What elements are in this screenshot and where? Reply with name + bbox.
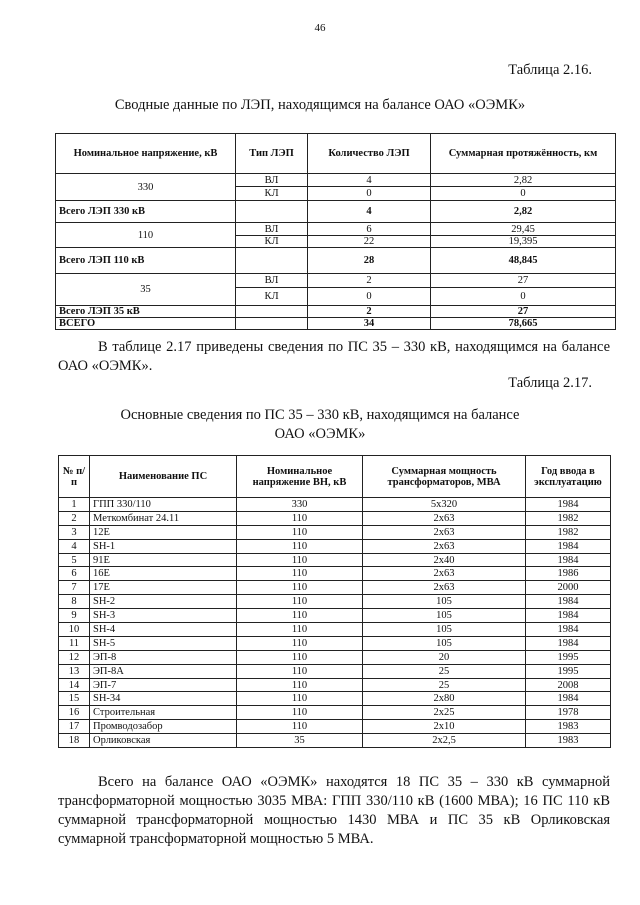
voltage-cell: 110 [237, 664, 363, 678]
substation-name-cell: SH-2 [90, 595, 237, 609]
header-total-length: Суммарная протяжённость, км [431, 134, 616, 174]
length-cell: 78,665 [431, 318, 616, 330]
page-number: 46 [314, 22, 326, 34]
voltage-cell: 110 [237, 581, 363, 595]
year-cell: 1986 [526, 567, 611, 581]
header-line-type: Тип ЛЭП [236, 134, 308, 174]
row-number-cell: 17 [59, 720, 90, 734]
count-cell: 0 [308, 288, 431, 306]
power-cell: 2х63 [363, 567, 526, 581]
header-substation-name: Наименование ПС [90, 456, 237, 498]
year-cell: 1984 [526, 609, 611, 623]
voltage-cell: 110 [237, 553, 363, 567]
year-cell: 1978 [526, 706, 611, 720]
voltage-cell: 110 [56, 223, 236, 248]
table-row [59, 636, 611, 650]
count-cell: 4 [308, 174, 431, 187]
voltage-cell: 35 [56, 274, 236, 306]
count-cell: 2 [308, 306, 431, 318]
row-number-cell: 3 [59, 525, 90, 539]
table-row [59, 581, 611, 595]
power-cell: 25 [363, 664, 526, 678]
year-cell: 1995 [526, 664, 611, 678]
year-cell: 1995 [526, 650, 611, 664]
substation-name-cell: SH-1 [90, 539, 237, 553]
voltage-cell: 330 [56, 174, 236, 201]
header-nominal-voltage: Номинальное напряжение ВН, кВ [237, 456, 363, 498]
table-2-17-title-line2: ОАО «ОЭМК» [274, 426, 366, 442]
year-cell: 1984 [526, 553, 611, 567]
power-cell: 105 [363, 636, 526, 650]
substation-name-cell: ГПП 330/110 [90, 498, 237, 512]
substations-table [58, 455, 611, 748]
grand-total-label: ВСЕГО [56, 318, 236, 330]
line-type-cell: КЛ [236, 236, 308, 248]
year-cell: 1984 [526, 498, 611, 512]
substation-name-cell: SH-5 [90, 636, 237, 650]
voltage-cell: 35 [237, 734, 363, 748]
row-number-cell: 16 [59, 706, 90, 720]
table-header-row [56, 134, 616, 174]
voltage-cell: 110 [237, 636, 363, 650]
voltage-cell: 110 [237, 623, 363, 637]
table-row [59, 553, 611, 567]
year-cell: 1984 [526, 692, 611, 706]
voltage-cell: 110 [237, 650, 363, 664]
power-cell: 105 [363, 595, 526, 609]
table-row [59, 511, 611, 525]
substation-name-cell: Строительная [90, 706, 237, 720]
row-number-cell: 10 [59, 623, 90, 637]
power-cell: 2х63 [363, 581, 526, 595]
year-cell: 1983 [526, 720, 611, 734]
substation-name-cell: Промводозабор [90, 720, 237, 734]
subtotal-label: Всего ЛЭП 330 кВ [56, 201, 236, 223]
table-2-17-label: Таблица 2.17. [508, 375, 592, 391]
lep-summary-table [55, 133, 616, 330]
substation-name-cell: ЭП-8А [90, 664, 237, 678]
voltage-cell: 110 [237, 539, 363, 553]
count-cell: 4 [308, 201, 431, 223]
voltage-cell: 110 [237, 678, 363, 692]
count-cell: 6 [308, 223, 431, 236]
table-row [59, 720, 611, 734]
table-row [59, 664, 611, 678]
power-cell: 2х10 [363, 720, 526, 734]
length-cell: 2,82 [431, 174, 616, 187]
table-row [59, 595, 611, 609]
count-cell: 28 [308, 248, 431, 274]
year-cell: 1982 [526, 525, 611, 539]
header-total-power: Суммарная мощность трансформаторов, МВА [363, 456, 526, 498]
paragraph-intro [58, 338, 610, 376]
substation-name-cell: Меткомбинат 24.11 [90, 511, 237, 525]
empty-cell [236, 201, 308, 223]
power-cell: 5х320 [363, 498, 526, 512]
table-2-16-label: Таблица 2.16. [508, 62, 592, 78]
empty-cell [236, 318, 308, 330]
year-cell: 1984 [526, 623, 611, 637]
table-2-16-title: Сводные данные по ЛЭП, находящимся на балансе ОАО «ОЭМК» [114, 97, 526, 113]
row-number-cell: 11 [59, 636, 90, 650]
paragraph-summary-text: Всего на балансе ОАО «ОЭМК» находятся 18 ПС 35 – 330 кВ суммарной трансформаторной мощностью 3035 МВА: ГПП 330/110 кВ (1600 МВА); 16 ПС 110 кВ суммарной трансформаторной мощностью 1430 МВА и ПС 35 кВ Орликовская суммарной трансформаторной мощностью 5 МВА. [58, 774, 610, 847]
power-cell: 2х63 [363, 539, 526, 553]
subtotal-row [56, 201, 616, 223]
voltage-cell: 110 [237, 720, 363, 734]
table-header-row [59, 456, 611, 498]
table-row [59, 498, 611, 512]
table-row [59, 623, 611, 637]
voltage-cell: 110 [237, 567, 363, 581]
length-cell: 0 [431, 187, 616, 201]
row-number-cell: 15 [59, 692, 90, 706]
power-cell: 2х63 [363, 511, 526, 525]
substation-name-cell: 91Е [90, 553, 237, 567]
row-number-cell: 1 [59, 498, 90, 512]
substation-name-cell: SH-4 [90, 623, 237, 637]
row-number-cell: 18 [59, 734, 90, 748]
length-cell: 48,845 [431, 248, 616, 274]
row-number-cell: 7 [59, 581, 90, 595]
length-cell: 27 [431, 274, 616, 288]
line-type-cell: КЛ [236, 187, 308, 201]
substation-name-cell: ЭП-8 [90, 650, 237, 664]
voltage-cell: 110 [237, 706, 363, 720]
header-line-count: Количество ЛЭП [308, 134, 431, 174]
empty-cell [236, 248, 308, 274]
subtotal-row [56, 306, 616, 318]
power-cell: 2х80 [363, 692, 526, 706]
table-2-17-title-line1: Основные сведения по ПС 35 – 330 кВ, находящимся на балансе [120, 407, 520, 423]
year-cell: 1984 [526, 636, 611, 650]
voltage-cell: 110 [237, 595, 363, 609]
substation-name-cell: 17Е [90, 581, 237, 595]
power-cell: 25 [363, 678, 526, 692]
header-commission-year: Год ввода в эксплуатацию [526, 456, 611, 498]
voltage-cell: 110 [237, 609, 363, 623]
year-cell: 1984 [526, 539, 611, 553]
length-cell: 19,395 [431, 236, 616, 248]
year-cell: 2008 [526, 678, 611, 692]
voltage-cell: 110 [237, 511, 363, 525]
subtotal-row [56, 248, 616, 274]
power-cell: 105 [363, 623, 526, 637]
row-number-cell: 2 [59, 511, 90, 525]
substation-name-cell: 16Е [90, 567, 237, 581]
voltage-cell: 110 [237, 525, 363, 539]
table-row [56, 274, 616, 288]
year-cell: 2000 [526, 581, 611, 595]
table-row [59, 692, 611, 706]
power-cell: 2х63 [363, 525, 526, 539]
header-voltage: Номинальное напряжение, кВ [56, 134, 236, 174]
table-row [59, 567, 611, 581]
line-type-cell: ВЛ [236, 274, 308, 288]
substation-name-cell: SH-34 [90, 692, 237, 706]
voltage-cell: 330 [237, 498, 363, 512]
paragraph-summary [58, 773, 610, 849]
length-cell: 2,82 [431, 201, 616, 223]
count-cell: 2 [308, 274, 431, 288]
table-row [59, 539, 611, 553]
power-cell: 105 [363, 609, 526, 623]
row-number-cell: 6 [59, 567, 90, 581]
table-row [56, 174, 616, 187]
grand-total-row [56, 318, 616, 330]
table-row [59, 734, 611, 748]
table-row [59, 706, 611, 720]
row-number-cell: 12 [59, 650, 90, 664]
power-cell: 20 [363, 650, 526, 664]
table-row [59, 650, 611, 664]
row-number-cell: 5 [59, 553, 90, 567]
subtotal-label: Всего ЛЭП 35 кВ [56, 306, 236, 318]
year-cell: 1982 [526, 511, 611, 525]
power-cell: 2х40 [363, 553, 526, 567]
row-number-cell: 4 [59, 539, 90, 553]
substation-name-cell: Орликовская [90, 734, 237, 748]
voltage-cell: 110 [237, 692, 363, 706]
length-cell: 29,45 [431, 223, 616, 236]
substation-name-cell: SH-3 [90, 609, 237, 623]
row-number-cell: 14 [59, 678, 90, 692]
table-row [59, 525, 611, 539]
power-cell: 2х2,5 [363, 734, 526, 748]
length-cell: 0 [431, 288, 616, 306]
count-cell: 34 [308, 318, 431, 330]
line-type-cell: КЛ [236, 288, 308, 306]
line-type-cell: ВЛ [236, 174, 308, 187]
empty-cell [236, 306, 308, 318]
length-cell: 27 [431, 306, 616, 318]
row-number-cell: 9 [59, 609, 90, 623]
count-cell: 0 [308, 187, 431, 201]
table-row [59, 609, 611, 623]
row-number-cell: 8 [59, 595, 90, 609]
count-cell: 22 [308, 236, 431, 248]
subtotal-label: Всего ЛЭП 110 кВ [56, 248, 236, 274]
header-number: № п/п [59, 456, 90, 498]
year-cell: 1984 [526, 595, 611, 609]
paragraph-intro-text: В таблице 2.17 приведены сведения по ПС 35 – 330 кВ, находящимся на балансе ОАО «ОЭМК». [58, 339, 610, 374]
table-row [59, 678, 611, 692]
table-row [56, 223, 616, 236]
substation-name-cell: 12Е [90, 525, 237, 539]
line-type-cell: ВЛ [236, 223, 308, 236]
year-cell: 1983 [526, 734, 611, 748]
substation-name-cell: ЭП-7 [90, 678, 237, 692]
power-cell: 2х25 [363, 706, 526, 720]
row-number-cell: 13 [59, 664, 90, 678]
